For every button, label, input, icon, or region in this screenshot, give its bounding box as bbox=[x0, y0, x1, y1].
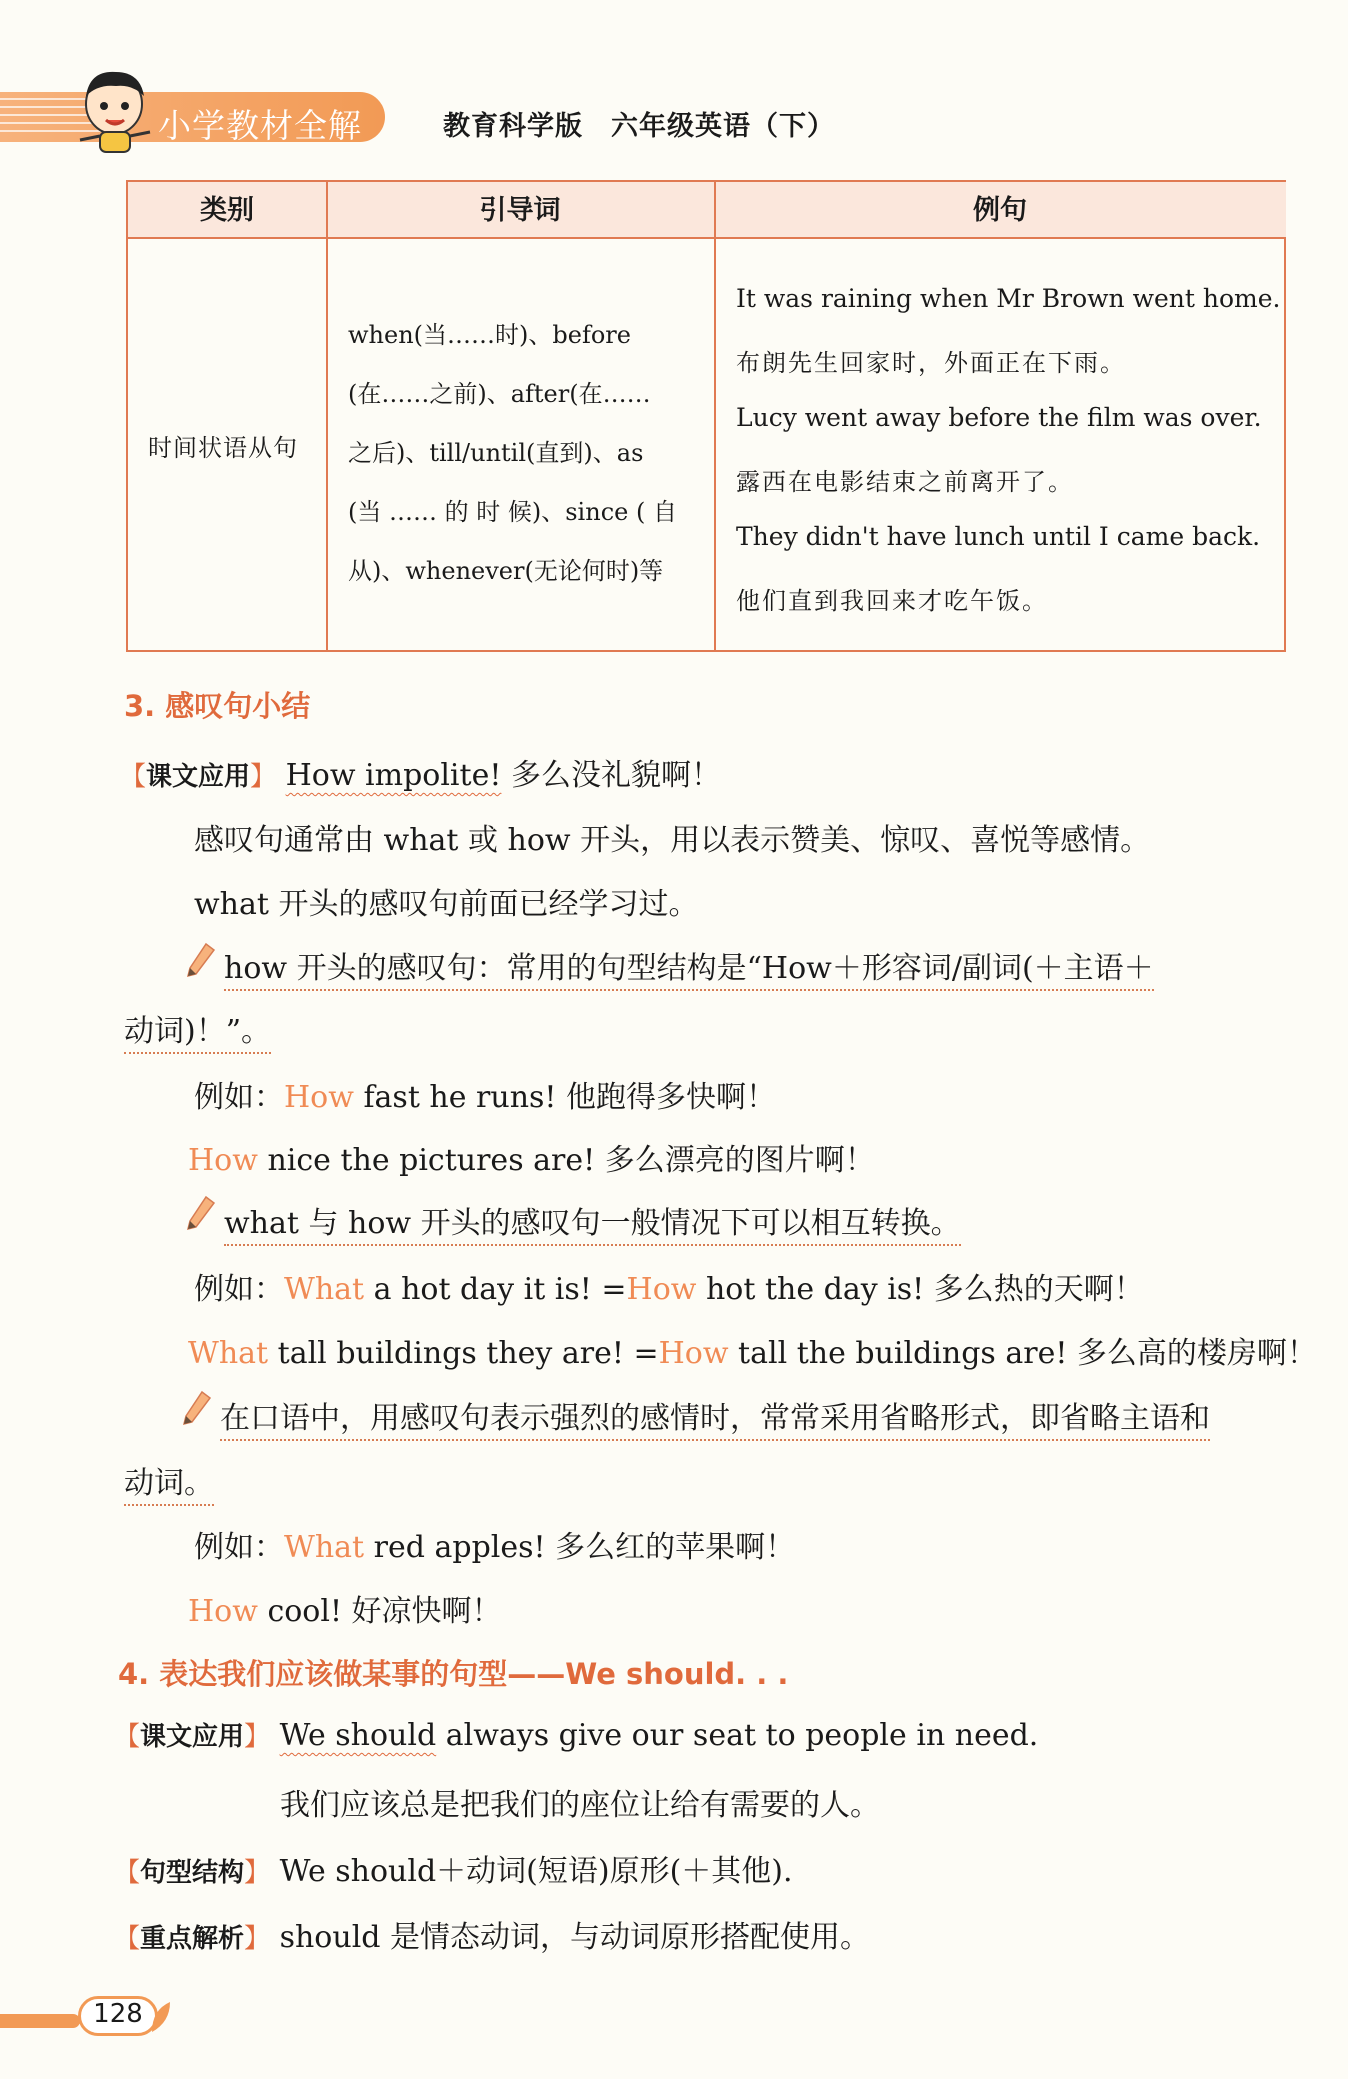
page-number: 128 bbox=[93, 1999, 143, 2029]
example-en: Lucy went away before the film was over. bbox=[736, 403, 1262, 432]
example-cn: 露西在电影结束之前离开了。 bbox=[736, 468, 1074, 496]
tip-line: 在口语中，用感叹句表示强烈的感情时，常常采用省略形式，即省略主语和 bbox=[220, 1393, 1210, 1437]
structure-tag: 【句型结构】 bbox=[114, 1858, 271, 1888]
example-line: What tall buildings they are! =How tall the buildings are! 多么高的楼房啊！ bbox=[188, 1336, 1317, 1371]
example-cn: 布朗先生回家时，外面正在下雨。 bbox=[736, 349, 1126, 377]
guide-line: when(当……时)、before bbox=[348, 321, 631, 349]
pencil-icon bbox=[186, 1195, 216, 1231]
guide-line: (在……之前)、after(在…… bbox=[348, 380, 651, 408]
paragraph: 感叹句通常由 what 或 how 开头，用以表示赞美、惊叹、喜悦等感情。 bbox=[194, 823, 1151, 858]
example-line: 例如：What a hot day it is! =How hot the day is! 多么热的天啊！ bbox=[194, 1272, 1144, 1307]
book-title: 教育科学版 六年级英语（下） bbox=[443, 111, 835, 142]
table-divider bbox=[326, 182, 328, 650]
guide-line: 从)、whenever(无论何时)等 bbox=[348, 557, 664, 585]
section-4-title: 4. 表达我们应该做某事的句型——We should. . . bbox=[118, 1657, 789, 1691]
app-english: always give our seat to people in need. bbox=[436, 1718, 1039, 1753]
example-line: 例如：What red apples! 多么红的苹果啊！ bbox=[194, 1530, 796, 1565]
tip-line: 动词。 bbox=[124, 1458, 214, 1502]
leaf-icon bbox=[150, 2000, 172, 2034]
guide-line: 之后)、till/until(直到)、as bbox=[348, 439, 644, 467]
app-chinese: 我们应该总是把我们的座位让给有需要的人。 bbox=[280, 1788, 880, 1823]
section-3-app-line bbox=[120, 750, 721, 794]
table-divider bbox=[714, 182, 716, 650]
tip-line: how 开头的感叹句：常用的句型结构是“How＋形容词/副词(＋主语＋ bbox=[224, 943, 1154, 987]
tip-line: 动词)！”。 bbox=[124, 1006, 271, 1050]
table-header-guide: 引导词 bbox=[326, 182, 714, 239]
boy-mascot-icon bbox=[70, 62, 162, 154]
example-cn: 他们直到我回来才吃午饭。 bbox=[736, 587, 1048, 615]
key-tag: 【重点解析】 bbox=[114, 1924, 271, 1954]
paragraph: what 开头的感叹句前面已经学习过。 bbox=[194, 887, 699, 922]
app-english-highlight: We should bbox=[279, 1718, 437, 1753]
table-guide-words bbox=[348, 306, 708, 601]
table-header-example: 例句 bbox=[714, 182, 1286, 239]
tip-line: what 与 how 开头的感叹句一般情况下可以相互转换。 bbox=[224, 1198, 961, 1242]
example-line: How cool! 好凉快啊！ bbox=[188, 1594, 502, 1629]
guide-line: (当 …… 的 时 候)、since ( 自 bbox=[348, 498, 677, 526]
pencil-icon bbox=[186, 942, 216, 978]
example-en: It was raining when Mr Brown went home. bbox=[736, 284, 1281, 313]
table-header-category: 类别 bbox=[128, 182, 326, 239]
example-line: 例如：How fast he runs! 他跑得多快啊！ bbox=[194, 1080, 777, 1115]
brand-title: 小学教材全解 bbox=[158, 106, 362, 145]
app-tag: 【课文应用】 bbox=[120, 762, 277, 792]
table-category: 时间状语从句 bbox=[148, 434, 298, 462]
footer-bar bbox=[0, 2014, 80, 2028]
example-en: They didn't have lunch until I came back. bbox=[736, 522, 1261, 551]
section-3-title: 3. 感叹句小结 bbox=[124, 689, 311, 723]
structure-line: 【句型结构】 We should＋动词(短语)原形(＋其他). bbox=[114, 1854, 793, 1889]
app-english: How impolite! bbox=[285, 758, 502, 793]
section-4-app-line bbox=[114, 1716, 1038, 1753]
app-tag: 【课文应用】 bbox=[114, 1722, 271, 1752]
key-analysis-line: 【重点解析】 should 是情态动词，与动词原形搭配使用。 bbox=[114, 1920, 871, 1955]
app-chinese: 多么没礼貌啊！ bbox=[510, 758, 721, 793]
example-line: How nice the pictures are! 多么漂亮的图片啊！ bbox=[188, 1143, 875, 1178]
pencil-icon bbox=[182, 1390, 212, 1426]
